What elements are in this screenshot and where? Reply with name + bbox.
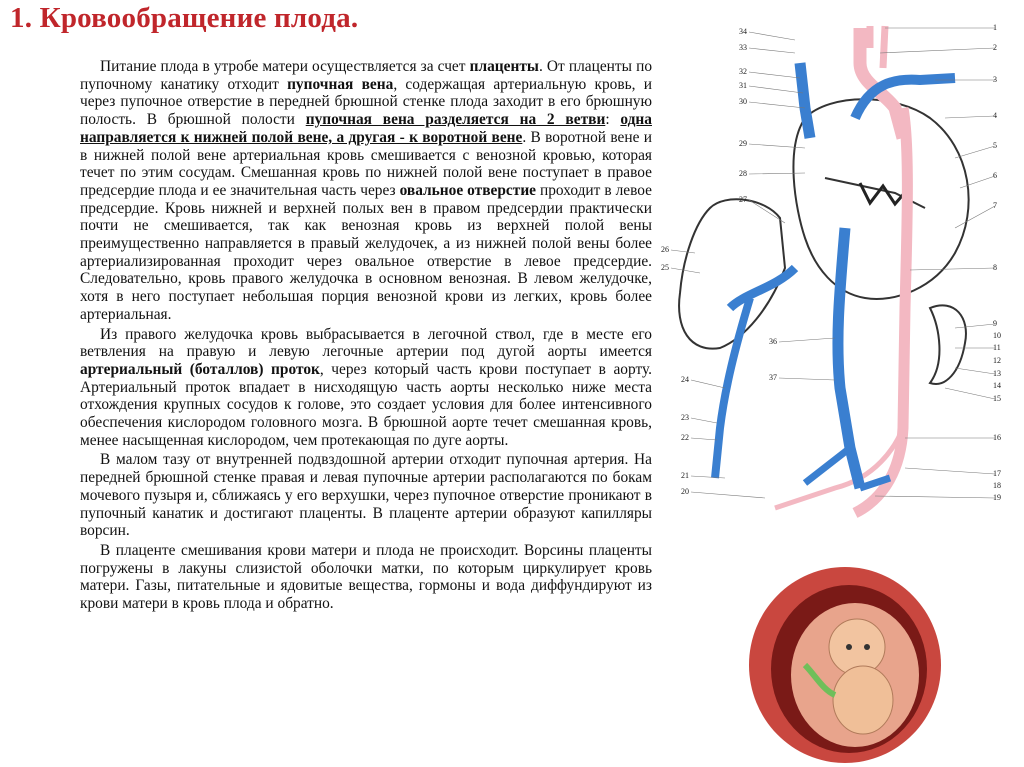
text-segment-bold: пупочная вена [287,75,394,93]
paragraph [80,542,652,613]
diagram-label: 13 [993,369,1001,378]
diagram-label: 36 [769,337,777,346]
text-segment-bold-underline: пупочная вена разделяется на 2 ветви [305,111,606,129]
diagram-label: 28 [739,169,747,178]
diagram-label: 12 [993,356,1001,365]
text-segment-bold: артериальный (боталлов) проток [80,360,320,378]
diagram-label: 25 [661,263,669,272]
right-label-group [993,23,1001,502]
body-text [80,58,652,613]
paragraph [80,58,652,324]
diagram-label: 30 [739,97,747,106]
text-segment: В плаценте смешивания крови матери и плода не происходит. Ворсины плаценты погружены в лакуны слизистой оболочки матки, по которым циркулирует кровь матери. Газы, питательные и ядовитые вещества, гормоны и вода диффундируют из крови матери в кровь плода и обратно. [80,541,652,613]
diagram-label: 31 [739,81,747,90]
diagram-label: 14 [993,381,1001,390]
diagram-label: 29 [739,139,747,148]
diagram-label: 6 [993,171,997,180]
diagram-label: 15 [993,394,1001,403]
paragraph [80,326,652,450]
kidney-shape [930,305,966,384]
text-segment-bold-underline: одна направляется к нижней полой вене, а другая - к воротной вене [80,111,652,146]
diagram-label: 4 [993,111,997,120]
diagram-label: 24 [681,375,689,384]
diagram-label: 11 [993,343,1001,352]
diagram-label: 20 [681,487,689,496]
diagram-label: 2 [993,43,997,52]
diagram-label: 8 [993,263,997,272]
diagram-label: 21 [681,471,689,480]
diagram-label: 37 [769,373,777,382]
diagram-label: 7 [993,201,997,210]
diagram-label: 26 [661,245,669,254]
diagram-label: 27 [739,195,747,204]
text-segment-bold: овальное отверстие [399,181,537,199]
slide-title: 1. Кровообращение плода. [10,2,359,34]
fetus-eye [864,644,870,650]
diagram-label: 16 [993,433,1001,442]
text-segment: , через который часть крови поступает в аорту. Артериальный проток впадает в нисходящую часть аорты несколько ниже места отхождения крупных сосудов к голове, это создает условия для более интенсивного обеспечения кислородом головного мозга. В брюшной аорте течет смешанная кровь, менее насыщенная кислородом, чем протекающая по дуге аорты. [80,360,652,449]
diagram-label: 3 [993,75,997,84]
text-segment: проходит в левое предсердие. Кровь нижней и верхней полых вен в правом предсердии практически почти не смешивается, так как венозная кровь из верхней полой вены преимущественно направляется в правый желудочек, а из нижней полой вены более артериализированная проходит через овальное отверстие в левое предсердие. Следовательно, кровь правого желудочка в основном венозная. В левом желудочке, хотя в него поступает небольшая порция венозной крови из легких, кровь более артериальная. [80,181,652,323]
diagram-label: 5 [993,141,997,150]
text-segment-bold: плаценты [469,58,539,75]
text-segment: Из правого желудочка кровь выбрасывается в легочной ствол, где в месте его ветвления на правую и левую легочные артерии под дугой аорты имеется [80,325,652,361]
diagram-label: 34 [739,27,747,36]
diagram-label: 1 [993,23,997,32]
diagram-label: 22 [681,433,689,442]
diagram-label: 23 [681,413,689,422]
fetus-eye [846,644,852,650]
text-segment: . От плаценты по пупочному канатику отходит [80,58,653,93]
text-segment: : [605,111,621,129]
text-segment: В малом тазу от внутренней подвздошной артерии отходит пупочная артерия. На передней брюшной стенке правая и левая пупочные артерии располагаются по бокам мочевого пузыря и, сближаясь у его верхушки, через пупочное отверстие проникают в пупочный канатик и достигают плаценты. В плаценте артерии образуют капилляры ворсин. [80,451,652,540]
carotid-arteries [870,26,885,68]
text-segment: Питание плода в утробе матери осуществляется за счет [100,58,470,75]
text-segment: . В воротной вене и в нижней полой вене артериальная кровь смешивается с венозной кровью, которая течет по этим сосудам. Смешанная кровь по нижней полой вене поступает в правое предсердие плода и ее значительная часть через [80,128,652,199]
paragraph [80,451,652,540]
diagram-label: 19 [993,493,1001,502]
diagram-label: 33 [739,43,747,52]
diagram-label: 10 [993,331,1001,340]
fetus-body [833,666,893,734]
text-segment: , содержащая артериальную кровь, и через пупочное отверстие в передней брюшной стенке плода заходит в его брюшную полость. В брюшной полости [80,75,652,129]
fetus-in-womb-illustration [745,555,943,765]
liver-shape [679,199,785,348]
diagram-label: 32 [739,67,747,76]
diagram-label: 17 [993,469,1001,478]
fetal-circulation-diagram [655,8,1017,520]
diagram-label: 9 [993,319,997,328]
diagram-label: 18 [993,481,1001,490]
